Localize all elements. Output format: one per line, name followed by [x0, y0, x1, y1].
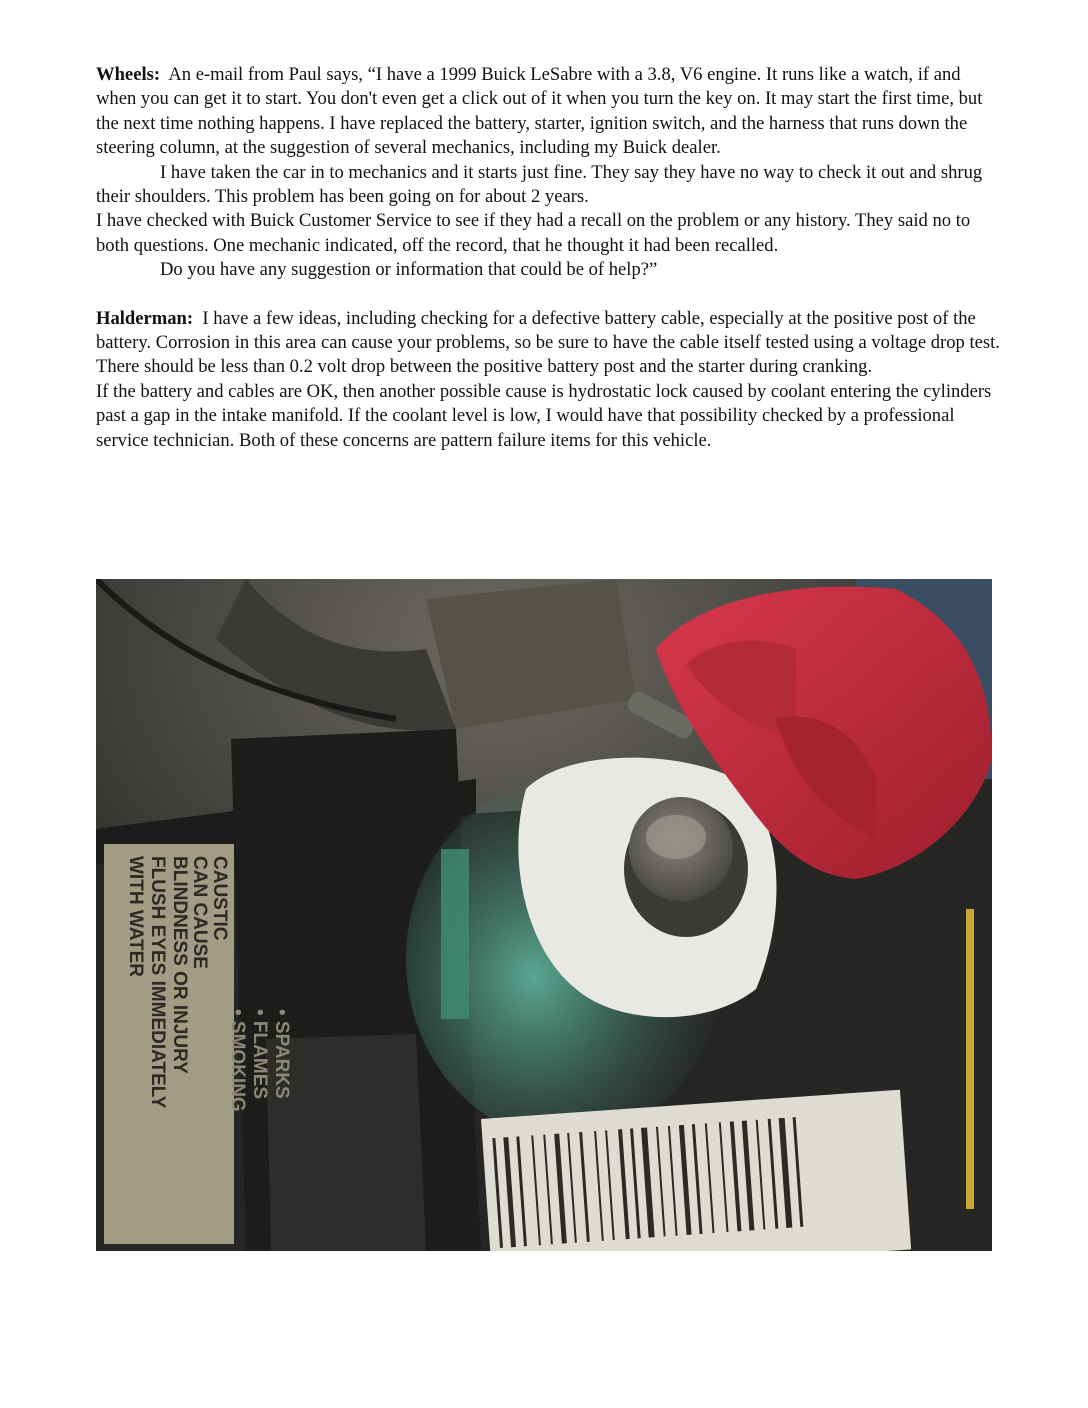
- warning-label: [104, 844, 234, 1244]
- svg-text:• SPARKS • FLAMES: [227, 1009, 292, 1112]
- label-line-4: FLUSH EYES IMMEDIATELY: [147, 856, 168, 1108]
- question-paragraph-4: Do you have any suggestion or information that could be of help?”: [160, 259, 658, 281]
- label-line-3: BLINDNESS OR INJURY: [169, 856, 190, 1074]
- green-corrosion-strip: [441, 849, 469, 1019]
- warning-flames: • FLAMES: [249, 1009, 270, 1100]
- answer-paragraph-2: If the battery and cables are OK, then another possible cause is hydrostatic lock caused by coolant entering the cylinders past a gap in the intake manifold. If the coolant level is low, I would have that possibility checked by a professional service technician. Both of these concerns are pattern failure items for this vehicle.: [96, 380, 992, 451]
- label-line-1: CAUSTIC: [209, 856, 230, 941]
- question-paragraph-2: I have taken the car in to mechanics and it starts just fine. They say they have no way to check it out and shrug their shoulders. This problem has been going on for about 2 years.: [96, 161, 983, 208]
- label-line-5: WITH WATER: [125, 856, 146, 978]
- label-line-2: CAN CAUSE: [189, 856, 210, 969]
- answer-text-1: I have a few ideas, including checking for a defective battery cable, especially at the positive post of the battery. Corrosion in this area can cause your problems, so be sure to have the cable itself tested using a voltage drop test. There should be less than 0.2 volt drop between the positive battery post and the starter during cranking.: [96, 307, 1000, 378]
- warning-bullets: [227, 1009, 292, 1112]
- article-text: [96, 63, 1001, 453]
- warning-smoking: • SMOKING: [227, 1009, 248, 1112]
- question-paragraph-3: I have checked with Buick Customer Service to see if they had a recall on the problem or any history. They said no to both questions. One mechanic indicated, off the record, that he thought it had been recalled.: [96, 210, 971, 256]
- answer-paragraph-1: [96, 307, 1001, 380]
- battery-terminal-photo: [96, 579, 992, 1251]
- paragraph-gap: [96, 283, 1001, 307]
- question-speaker: Wheels:: [96, 64, 161, 85]
- answer-speaker: Halderman:: [96, 307, 194, 329]
- yellow-wire: [966, 909, 974, 1209]
- post-top-highlight: [646, 815, 706, 859]
- question-paragraph-1: [96, 63, 1001, 161]
- warning-sparks: • SPARKS: [271, 1009, 292, 1099]
- question-text-1: An e-mail from Paul says, “I have a 1999 Buick LeSabre with a 3.8, V6 engine. It runs like a watch, if and when you can get it to start. You don't even get a click out of it when you turn the key on. It may start the first time, but the next time nothing happens. I have replaced the battery, starter, ignition switch, and the harness that runs down the steering column, at the suggestion of several mechanics, including my Buick dealer.: [96, 64, 983, 159]
